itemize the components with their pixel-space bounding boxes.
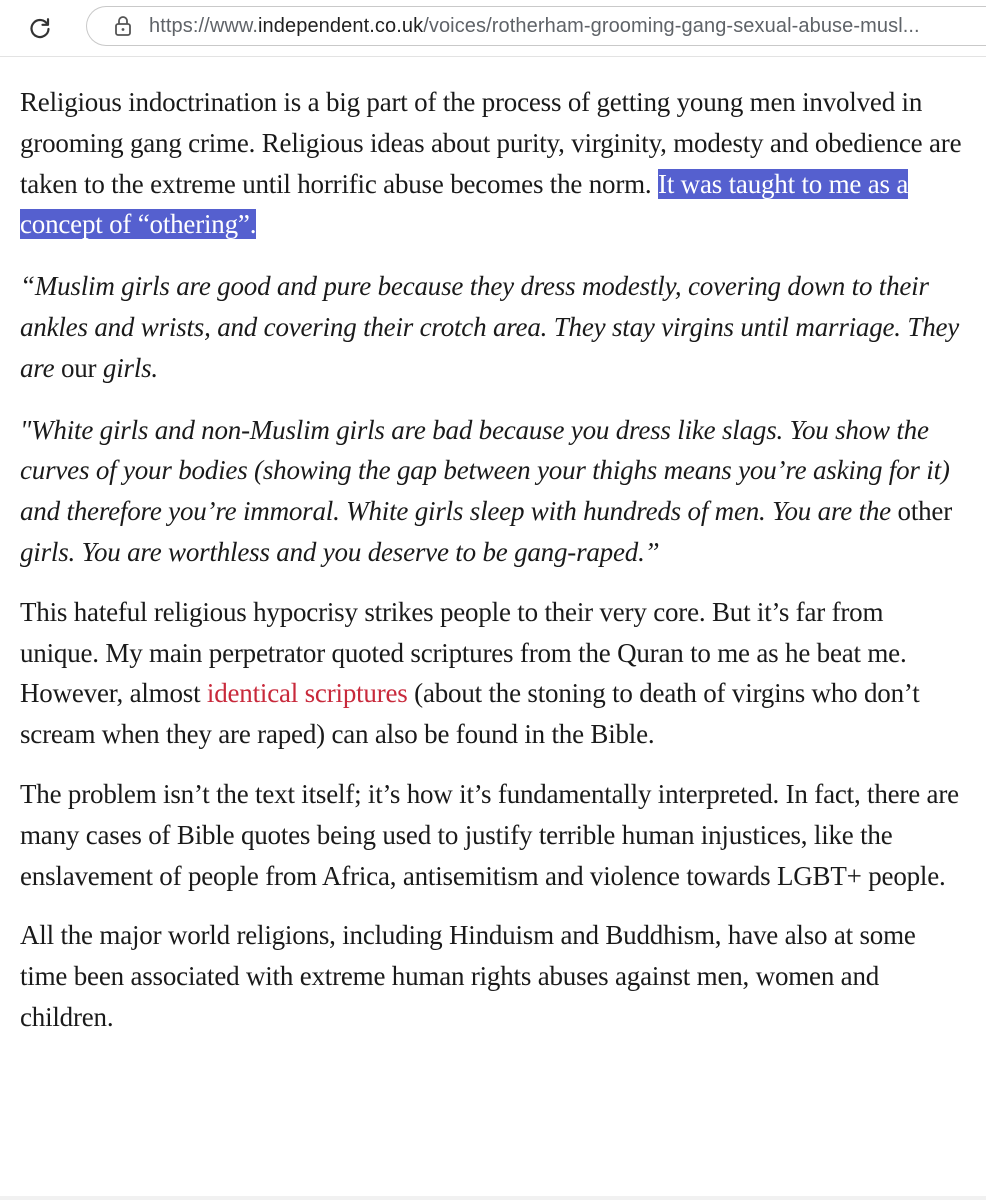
url-prefix: https://www. <box>149 14 259 37</box>
selected-text: It was taught to me as a concept of “othering”. <box>20 168 909 240</box>
url-text[interactable] <box>149 15 920 38</box>
paragraph-5: The problem isn’t the text itself; it’s how it’s fundamentally interpreted. In fact, there are many cases of Bible quotes being used to justify terrible human injustices, like the enslavement of people from Africa, antisemitism and violence towards LGBT+ people. <box>20 778 959 891</box>
browser-toolbar <box>0 0 986 57</box>
paragraph-6: All the major world religions, including Hinduism and Buddhism, have also at some time been associated with extreme human rights abuses against men, women and children. <box>20 920 916 1032</box>
paragraph-1 <box>20 82 965 245</box>
bottom-edge <box>0 1196 986 1200</box>
paragraph-4-part2: (about the stoning to death of virgins who don’t scream when they are raped) can also be found in the Bible. <box>20 678 920 750</box>
lock-icon[interactable] <box>111 14 135 38</box>
quote-1-part1: “Muslim girls are good and pure because they dress modestly, covering down to their ankles and wrists, and covering their crotch area. They stay virgins until marriage. They are <box>20 271 960 383</box>
quote-2-emphasis: other <box>897 496 952 527</box>
quote-paragraph-2 <box>20 410 965 573</box>
reload-icon <box>27 15 53 41</box>
quote-1-emphasis: our <box>60 352 97 383</box>
quote-paragraph-1 <box>20 266 965 388</box>
quote-1-part2: girls. <box>96 352 158 383</box>
quote-2-part1: "White girls and non-Muslim girls are bad because you dress like slags. You show the curves of your bodies (showing the gap between your thighs means you’re asking for it) and therefore you’re immoral. White girls sleep with hundreds of men. You are the <box>20 414 950 527</box>
address-bar[interactable] <box>86 6 986 46</box>
url-path: /voices/rotherham-grooming-gang-sexual-abuse-musl... <box>423 14 920 37</box>
quote-2-part2: girls. You are worthless and you deserve to be gang-raped.” <box>20 536 660 567</box>
paragraph-1-text: Religious indoctrination is a big part of the process of getting young men involved in grooming gang crime. Religious ideas about purity, virginity, modesty and obedience are taken to the extreme until horrific abuse becomes the norm. <box>20 87 962 199</box>
paragraph-4 <box>20 592 965 755</box>
reload-button[interactable] <box>24 12 56 44</box>
identical-scriptures-link[interactable]: identical scriptures <box>206 678 408 709</box>
url-domain: independent.co.uk <box>258 14 424 37</box>
paragraph-4-part1: This hateful religious hypocrisy strikes people to their very core. But it’s far from unique. My main perpetrator quoted scriptures from the Quran to me as he beat me. However, almost <box>20 596 907 709</box>
article-body <box>20 82 965 1038</box>
